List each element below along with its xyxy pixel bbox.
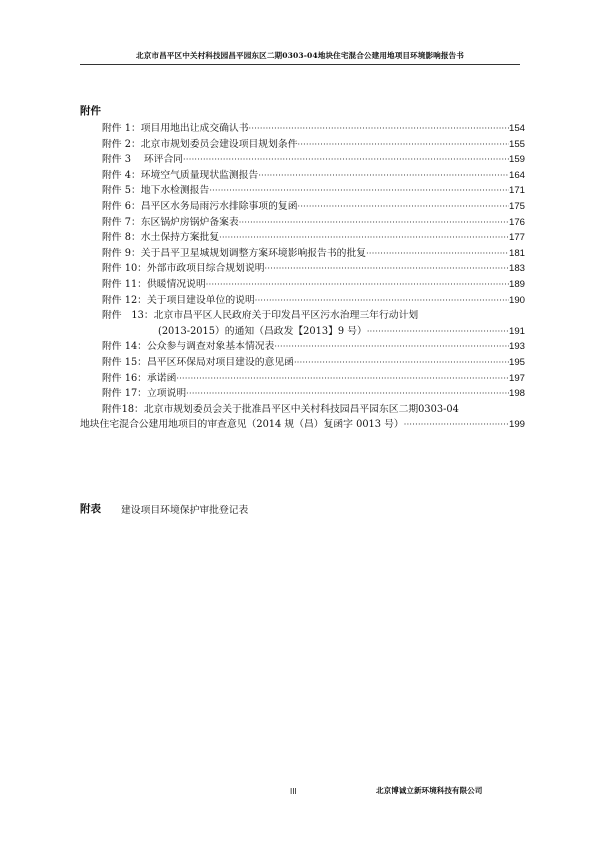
toc-label: 附件 13：北京市昌平区人民政府关于印发昌平区污水治理三年行动计划 bbox=[102, 310, 419, 322]
toc-label: 附件 15：昌平区环保局对项目建设的意见函 bbox=[102, 356, 294, 368]
toc-page-number: 171 bbox=[508, 185, 525, 197]
toc-page-number: 199 bbox=[508, 419, 525, 431]
toc-leader-dots bbox=[176, 374, 509, 383]
toc-row bbox=[80, 136, 525, 152]
toc-page-number: 176 bbox=[508, 216, 525, 228]
toc-page-number: 189 bbox=[508, 278, 525, 290]
running-header: 北京市昌平区中关村科技园昌平园东区二期0303-04地块住宅混合公建用地项目环境影响报告书 bbox=[136, 51, 464, 60]
toc-leader-dots bbox=[298, 202, 509, 211]
toc-leader-dots bbox=[239, 218, 509, 227]
toc-row bbox=[80, 354, 525, 370]
toc-leader-dots bbox=[255, 296, 509, 305]
toc-row bbox=[80, 198, 525, 214]
toc-label: 附件 3 环评合同 bbox=[102, 154, 184, 166]
appendix-title: 附表 bbox=[80, 503, 101, 515]
toc-row bbox=[80, 276, 525, 292]
attachment-toc bbox=[80, 120, 525, 432]
footer-company: 北京博诚立新环境科技有限公司 bbox=[376, 786, 483, 795]
toc-label: 附件 16：承诺函 bbox=[102, 372, 177, 384]
toc-leader-dots bbox=[404, 420, 509, 429]
toc-row bbox=[80, 245, 525, 261]
toc-leader-dots bbox=[274, 342, 509, 351]
toc-label: 附件 6：昌平区水务局雨污水排除事项的复函 bbox=[102, 200, 298, 212]
toc-page-number: 193 bbox=[508, 341, 525, 353]
toc-label: 附件 5：地下水检测报告 bbox=[102, 185, 210, 197]
toc-page-number: 164 bbox=[508, 169, 525, 181]
toc-row bbox=[80, 167, 525, 183]
toc-row bbox=[80, 229, 525, 245]
toc-label: 附件 17：立项说明 bbox=[102, 388, 187, 400]
toc-leader-dots bbox=[186, 389, 509, 398]
toc-label: 附件 12：关于项目建设单位的说明 bbox=[102, 294, 255, 306]
toc-page-number: 159 bbox=[508, 154, 525, 166]
toc-row bbox=[80, 416, 525, 432]
toc-label: 附件 9：关于昌平卫星城规划调整方案环境影响报告书的批复 bbox=[102, 247, 367, 259]
toc-label: 附件 14：公众参与调查对象基本情况表 bbox=[102, 341, 275, 353]
toc-label: 附件 2：北京市规划委员会建设项目规划条件 bbox=[102, 138, 298, 150]
toc-leader-dots bbox=[265, 264, 509, 273]
toc-leader-dots bbox=[249, 124, 509, 133]
toc-label: 附件 4：环境空气质量现状监测报告 bbox=[102, 169, 259, 181]
toc-page-number: 175 bbox=[508, 200, 525, 212]
toc-row bbox=[80, 151, 525, 167]
toc-page-number: 190 bbox=[508, 294, 525, 306]
toc-label: 附件 8：水土保持方案批复 bbox=[102, 232, 220, 244]
toc-label: 附件 10：外部市政项目综合规划说明 bbox=[102, 263, 265, 275]
toc-row bbox=[80, 214, 525, 230]
toc-label: 附件18：北京市规划委员会关于批准昌平区中关村科技园昌平园东区二期0303-04 bbox=[102, 403, 459, 415]
toc-page-number: 197 bbox=[508, 372, 525, 384]
toc-leader-dots bbox=[294, 358, 509, 367]
toc-leader-dots bbox=[219, 233, 509, 242]
toc-row bbox=[80, 120, 525, 136]
toc-page-number: 177 bbox=[508, 232, 525, 244]
toc-leader-dots bbox=[206, 280, 509, 289]
toc-page-number: 181 bbox=[508, 247, 525, 259]
toc-row bbox=[80, 307, 525, 323]
toc-page-number: 183 bbox=[508, 263, 525, 275]
header-rule bbox=[80, 64, 520, 65]
toc-row bbox=[80, 260, 525, 276]
toc-leader-dots bbox=[366, 249, 509, 258]
page-number: III bbox=[290, 787, 297, 796]
appendix-description: 建设项目环境保护审批登记表 bbox=[121, 505, 249, 516]
toc-label: 地块住宅混合公建用地项目的审查意见（2014 规（昌）复函字 0013 号） bbox=[80, 419, 404, 431]
toc-page-number: 191 bbox=[508, 325, 525, 337]
toc-leader-dots bbox=[183, 155, 509, 164]
toc-leader-dots bbox=[258, 171, 509, 180]
toc-page-number: 198 bbox=[508, 388, 525, 400]
toc-row bbox=[80, 182, 525, 198]
toc-row bbox=[80, 323, 525, 339]
toc-row bbox=[80, 292, 525, 308]
toc-label: (2013-2015）的通知（昌政发【2013】9 号） bbox=[158, 325, 367, 337]
toc-label: 附件 11：供暖情况说明 bbox=[102, 278, 206, 290]
toc-page-number: 195 bbox=[508, 356, 525, 368]
toc-row bbox=[80, 370, 525, 386]
toc-row bbox=[80, 401, 525, 417]
toc-page-number: 155 bbox=[508, 138, 525, 150]
toc-label: 附件 7：东区锅炉房锅炉备案表 bbox=[102, 216, 239, 228]
toc-row bbox=[80, 338, 525, 354]
toc-label: 附件 1：项目用地出让成交确认书 bbox=[102, 123, 249, 134]
toc-leader-dots bbox=[367, 327, 509, 336]
toc-page-number: 154 bbox=[508, 123, 525, 134]
section-title: 附件 bbox=[80, 105, 101, 117]
toc-row bbox=[80, 385, 525, 401]
toc-leader-dots bbox=[209, 186, 509, 195]
toc-leader-dots bbox=[298, 140, 509, 149]
